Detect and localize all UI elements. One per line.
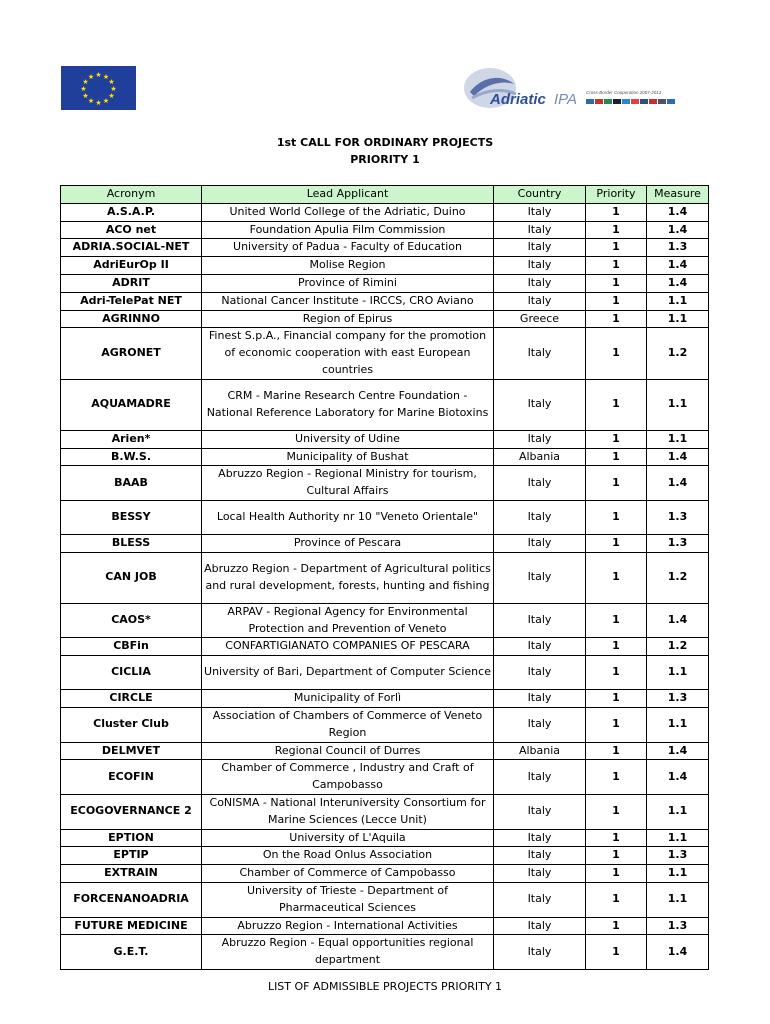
table-row bbox=[61, 310, 709, 328]
table-row bbox=[61, 742, 709, 760]
svg-text:★: ★ bbox=[87, 73, 95, 81]
eu-flag-icon bbox=[61, 66, 136, 110]
priority-cell: 1 bbox=[586, 742, 647, 760]
priority-cell: 1 bbox=[586, 847, 647, 865]
lead-applicant-cell: University of Trieste - Department of Pharmaceutical Sciences bbox=[202, 882, 494, 917]
page-footer: LIST OF ADMISSIBLE PROJECTS PRIORITY 1 bbox=[267, 980, 503, 993]
country-cell: Italy bbox=[494, 239, 586, 257]
acronym-cell: BESSY bbox=[61, 500, 202, 534]
acronym-cell: BAAB bbox=[61, 466, 202, 501]
acronym-cell: Cluster Club bbox=[61, 707, 202, 742]
priority-cell: 1 bbox=[586, 917, 647, 935]
header-priority: Priority bbox=[586, 186, 647, 204]
country-cell: Italy bbox=[494, 292, 586, 310]
priority-cell: 1 bbox=[586, 328, 647, 379]
svg-text:Cross-Border Cooperation 2007-: Cross-Border Cooperation 2007-2013 bbox=[586, 90, 662, 95]
measure-cell: 1.3 bbox=[647, 917, 709, 935]
acronym-cell: CBFin bbox=[61, 638, 202, 656]
country-cell: Greece bbox=[494, 310, 586, 328]
acronym-cell: DELMVET bbox=[61, 742, 202, 760]
measure-cell: 1.3 bbox=[647, 690, 709, 708]
country-cell: Italy bbox=[494, 466, 586, 501]
country-cell: Italy bbox=[494, 638, 586, 656]
lead-applicant-cell: Abruzzo Region - Department of Agricultural politics and rural development, forests, hunting and fishing bbox=[202, 552, 494, 603]
acronym-cell: ECOGOVERNANCE 2 bbox=[61, 794, 202, 829]
measure-cell: 1.4 bbox=[647, 274, 709, 292]
country-cell: Italy bbox=[494, 690, 586, 708]
acronym-cell: EXTRAIN bbox=[61, 865, 202, 883]
table-row bbox=[61, 448, 709, 466]
lead-applicant-cell: University of Padua - Faculty of Education bbox=[202, 239, 494, 257]
acronym-cell: CAOS* bbox=[61, 603, 202, 638]
table-row bbox=[61, 257, 709, 275]
priority-cell: 1 bbox=[586, 794, 647, 829]
acronym-cell: CAN JOB bbox=[61, 552, 202, 603]
table-row bbox=[61, 917, 709, 935]
country-cell: Italy bbox=[494, 656, 586, 690]
country-cell: Italy bbox=[494, 430, 586, 448]
priority-cell: 1 bbox=[586, 292, 647, 310]
lead-applicant-cell: National Cancer Institute - IRCCS, CRO Aviano bbox=[202, 292, 494, 310]
measure-cell: 1.3 bbox=[647, 239, 709, 257]
country-cell: Italy bbox=[494, 500, 586, 534]
acronym-cell: Arien* bbox=[61, 430, 202, 448]
table-row bbox=[61, 534, 709, 552]
table-row bbox=[61, 603, 709, 638]
country-cell: Italy bbox=[494, 379, 586, 430]
table-row bbox=[61, 794, 709, 829]
svg-text:Adriatic: Adriatic bbox=[490, 91, 546, 108]
lead-applicant-cell: CoNISMA - National Interuniversity Consortium for Marine Sciences (Lecce Unit) bbox=[202, 794, 494, 829]
country-cell: Italy bbox=[494, 328, 586, 379]
lead-applicant-cell: Province of Rimini bbox=[202, 274, 494, 292]
country-cell: Italy bbox=[494, 552, 586, 603]
priority-cell: 1 bbox=[586, 221, 647, 239]
measure-cell: 1.3 bbox=[647, 500, 709, 534]
table-row bbox=[61, 638, 709, 656]
priority-cell: 1 bbox=[586, 552, 647, 603]
lead-applicant-cell: Province of Pescara bbox=[202, 534, 494, 552]
acronym-cell: ECOFIN bbox=[61, 760, 202, 795]
table-row bbox=[61, 847, 709, 865]
svg-text:★: ★ bbox=[102, 73, 110, 81]
priority-cell: 1 bbox=[586, 603, 647, 638]
table-row bbox=[61, 760, 709, 795]
table-row bbox=[61, 882, 709, 917]
table-row bbox=[61, 328, 709, 379]
measure-cell: 1.1 bbox=[647, 379, 709, 430]
priority-cell: 1 bbox=[586, 638, 647, 656]
measure-cell: 1.1 bbox=[647, 292, 709, 310]
measure-cell: 1.2 bbox=[647, 638, 709, 656]
measure-cell: 1.4 bbox=[647, 221, 709, 239]
lead-applicant-cell: Association of Chambers of Commerce of Veneto Region bbox=[202, 707, 494, 742]
country-cell: Italy bbox=[494, 603, 586, 638]
svg-text:★: ★ bbox=[102, 97, 110, 105]
svg-text:★: ★ bbox=[110, 85, 117, 93]
country-cell: Italy bbox=[494, 865, 586, 883]
country-cell: Italy bbox=[494, 257, 586, 275]
priority-cell: 1 bbox=[586, 935, 647, 970]
priority-cell: 1 bbox=[586, 239, 647, 257]
lead-applicant-cell: Chamber of Commerce of Campobasso bbox=[202, 865, 494, 883]
svg-text:★: ★ bbox=[95, 71, 102, 79]
lead-applicant-cell: University of Udine bbox=[202, 430, 494, 448]
measure-cell: 1.1 bbox=[647, 794, 709, 829]
table-row bbox=[61, 430, 709, 448]
acronym-cell: EPTION bbox=[61, 829, 202, 847]
table-row bbox=[61, 656, 709, 690]
lead-applicant-cell: Region of Epirus bbox=[202, 310, 494, 328]
country-cell: Italy bbox=[494, 534, 586, 552]
measure-cell: 1.1 bbox=[647, 829, 709, 847]
country-cell: Italy bbox=[494, 882, 586, 917]
lead-applicant-cell: On the Road Onlus Association bbox=[202, 847, 494, 865]
lead-applicant-cell: Municipality of Bushat bbox=[202, 448, 494, 466]
acronym-cell: ADRIA.SOCIAL-NET bbox=[61, 239, 202, 257]
acronym-cell: CICLIA bbox=[61, 656, 202, 690]
country-cell: Italy bbox=[494, 274, 586, 292]
acronym-cell: FUTURE MEDICINE bbox=[61, 917, 202, 935]
svg-text:★: ★ bbox=[87, 97, 95, 105]
priority-cell: 1 bbox=[586, 379, 647, 430]
measure-cell: 1.4 bbox=[647, 203, 709, 221]
country-cell: Albania bbox=[494, 448, 586, 466]
country-cell: Italy bbox=[494, 917, 586, 935]
country-cell: Italy bbox=[494, 221, 586, 239]
acronym-cell: FORCENANOADRIA bbox=[61, 882, 202, 917]
priority-cell: 1 bbox=[586, 760, 647, 795]
priority-cell: 1 bbox=[586, 534, 647, 552]
measure-cell: 1.4 bbox=[647, 935, 709, 970]
table-row bbox=[61, 935, 709, 970]
lead-applicant-cell: Abruzzo Region - Regional Ministry for tourism, Cultural Affairs bbox=[202, 466, 494, 501]
svg-text:★: ★ bbox=[82, 78, 89, 86]
table-row bbox=[61, 707, 709, 742]
header-lead-applicant: Lead Applicant bbox=[202, 186, 494, 204]
lead-applicant-cell: ARPAV - Regional Agency for Environmental Protection and Prevention of Veneto bbox=[202, 603, 494, 638]
svg-text:IPA: IPA bbox=[554, 91, 578, 108]
table-row bbox=[61, 500, 709, 534]
priority-cell: 1 bbox=[586, 690, 647, 708]
document-subtitle: PRIORITY 1 bbox=[350, 153, 420, 166]
table-row bbox=[61, 239, 709, 257]
measure-cell: 1.4 bbox=[647, 466, 709, 501]
measure-cell: 1.3 bbox=[647, 534, 709, 552]
lead-applicant-cell: CRM - Marine Research Centre Foundation - National Reference Laboratory for Marine Biotoxins bbox=[202, 379, 494, 430]
lead-applicant-cell: Molise Region bbox=[202, 257, 494, 275]
header-country: Country bbox=[494, 186, 586, 204]
acronym-cell: B.W.S. bbox=[61, 448, 202, 466]
measure-cell: 1.3 bbox=[647, 847, 709, 865]
lead-applicant-cell: United World College of the Adriatic, Duino bbox=[202, 203, 494, 221]
svg-text:★: ★ bbox=[95, 99, 102, 107]
priority-cell: 1 bbox=[586, 500, 647, 534]
country-cell: Italy bbox=[494, 829, 586, 847]
priority-cell: 1 bbox=[586, 707, 647, 742]
measure-cell: 1.1 bbox=[647, 865, 709, 883]
table-row bbox=[61, 865, 709, 883]
country-cell: Italy bbox=[494, 203, 586, 221]
priority-cell: 1 bbox=[586, 203, 647, 221]
acronym-cell: AdriEurOp II bbox=[61, 257, 202, 275]
lead-applicant-cell: Finest S.p.A., Financial company for the promotion of economic cooperation with east European countries bbox=[202, 328, 494, 379]
acronym-cell: A.S.A.P. bbox=[61, 203, 202, 221]
svg-text:★: ★ bbox=[108, 92, 115, 100]
table-row bbox=[61, 552, 709, 603]
lead-applicant-cell: Abruzzo Region - Equal opportunities regional department bbox=[202, 935, 494, 970]
country-cell: Albania bbox=[494, 742, 586, 760]
measure-cell: 1.1 bbox=[647, 707, 709, 742]
acronym-cell: Adri-TelePat NET bbox=[61, 292, 202, 310]
priority-cell: 1 bbox=[586, 448, 647, 466]
acronym-cell: BLESS bbox=[61, 534, 202, 552]
measure-cell: 1.4 bbox=[647, 760, 709, 795]
acronym-cell: ACO net bbox=[61, 221, 202, 239]
table-row bbox=[61, 690, 709, 708]
lead-applicant-cell: Foundation Apulia Film Commission bbox=[202, 221, 494, 239]
measure-cell: 1.2 bbox=[647, 328, 709, 379]
priority-cell: 1 bbox=[586, 656, 647, 690]
projects-table bbox=[60, 185, 709, 970]
table-row bbox=[61, 379, 709, 430]
lead-applicant-cell: Local Health Authority nr 10 "Veneto Orientale" bbox=[202, 500, 494, 534]
measure-cell: 1.4 bbox=[647, 257, 709, 275]
lead-applicant-cell: Chamber of Commerce , Industry and Craft of Campobasso bbox=[202, 760, 494, 795]
header-measure: Measure bbox=[647, 186, 709, 204]
table-row bbox=[61, 221, 709, 239]
measure-cell: 1.4 bbox=[647, 603, 709, 638]
acronym-cell: AGRINNO bbox=[61, 310, 202, 328]
table-header-row bbox=[61, 186, 709, 204]
measure-cell: 1.1 bbox=[647, 430, 709, 448]
measure-cell: 1.2 bbox=[647, 552, 709, 603]
lead-applicant-cell: Regional Council of Durres bbox=[202, 742, 494, 760]
lead-applicant-cell: University of Bari, Department of Computer Science bbox=[202, 656, 494, 690]
table-row bbox=[61, 829, 709, 847]
svg-text:★: ★ bbox=[80, 85, 87, 93]
measure-cell: 1.1 bbox=[647, 656, 709, 690]
acronym-cell: EPTIP bbox=[61, 847, 202, 865]
priority-cell: 1 bbox=[586, 430, 647, 448]
acronym-cell: CIRCLE bbox=[61, 690, 202, 708]
priority-cell: 1 bbox=[586, 257, 647, 275]
acronym-cell: AGRONET bbox=[61, 328, 202, 379]
country-cell: Italy bbox=[494, 847, 586, 865]
document-title: 1st CALL FOR ORDINARY PROJECTS bbox=[276, 136, 494, 149]
table-row bbox=[61, 292, 709, 310]
priority-cell: 1 bbox=[586, 466, 647, 501]
lead-applicant-cell: CONFARTIGIANATO COMPANIES OF PESCARA bbox=[202, 638, 494, 656]
measure-cell: 1.1 bbox=[647, 882, 709, 917]
priority-cell: 1 bbox=[586, 274, 647, 292]
lead-applicant-cell: Municipality of Forlì bbox=[202, 690, 494, 708]
svg-text:★: ★ bbox=[82, 92, 89, 100]
acronym-cell: ADRIT bbox=[61, 274, 202, 292]
lead-applicant-cell: Abruzzo Region - International Activities bbox=[202, 917, 494, 935]
svg-text:★: ★ bbox=[108, 78, 115, 86]
measure-cell: 1.1 bbox=[647, 310, 709, 328]
table-row bbox=[61, 203, 709, 221]
measure-cell: 1.4 bbox=[647, 448, 709, 466]
priority-cell: 1 bbox=[586, 865, 647, 883]
acronym-cell: AQUAMADRE bbox=[61, 379, 202, 430]
country-cell: Italy bbox=[494, 707, 586, 742]
lead-applicant-cell: University of L'Aquila bbox=[202, 829, 494, 847]
adriatic-ipa-logo bbox=[462, 66, 684, 112]
country-cell: Italy bbox=[494, 935, 586, 970]
table-row bbox=[61, 466, 709, 501]
header-acronym: Acronym bbox=[61, 186, 202, 204]
measure-cell: 1.4 bbox=[647, 742, 709, 760]
priority-cell: 1 bbox=[586, 310, 647, 328]
priority-cell: 1 bbox=[586, 882, 647, 917]
country-cell: Italy bbox=[494, 794, 586, 829]
country-cell: Italy bbox=[494, 760, 586, 795]
table-row bbox=[61, 274, 709, 292]
acronym-cell: G.E.T. bbox=[61, 935, 202, 970]
priority-cell: 1 bbox=[586, 829, 647, 847]
